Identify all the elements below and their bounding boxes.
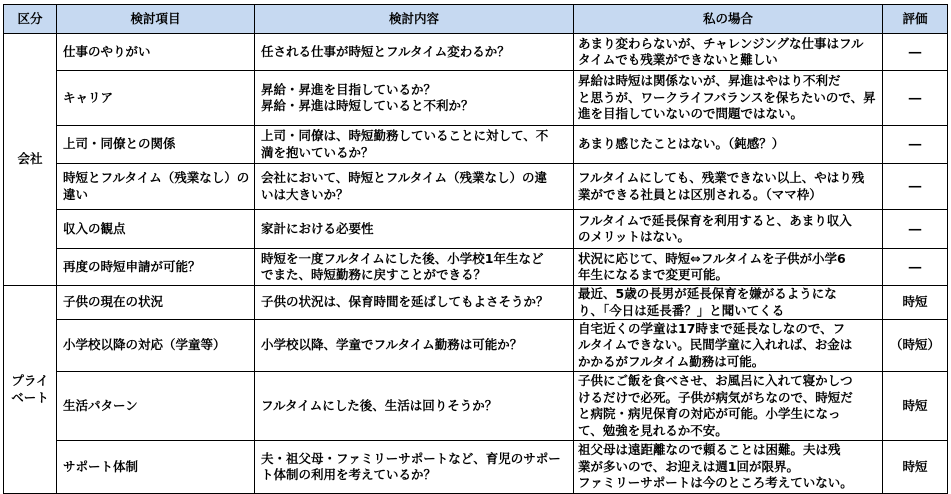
rating-cell: ― <box>883 34 948 71</box>
category-company-label: 会社 <box>17 151 43 167</box>
item-cell: 仕事のやりがい <box>57 34 255 71</box>
category-private-label: プライベート <box>11 373 49 405</box>
header-row <box>4 5 948 34</box>
item-cell: キャリア <box>57 71 255 126</box>
item-cell: サポート体制 <box>57 441 255 494</box>
content-cell: 子供の状況は、保育時間を延ばしてもよさそうか？ <box>255 286 574 320</box>
rating-cell: 時短 <box>883 286 948 320</box>
rating-cell: 時短 <box>883 441 948 494</box>
item-cell: 再度の時短申請が可能？ <box>57 249 255 286</box>
my-case-cell: フルタイムで延長保育を利用すると、あまり収入 のメリットはない。 <box>574 210 883 249</box>
item-cell: 生活パターン <box>57 372 255 441</box>
content-cell: 上司・同僚は、時短勤務していることに対して、不 満を抱いているか？ <box>255 126 574 164</box>
header-category: 区分 <box>4 5 57 34</box>
comparison-table <box>3 4 948 494</box>
my-case-cell: 自宅近くの学童は17時まで延長なしなので、フ ルタイムできない。民間学童に入れれば、お金は かかるがフルタイム勤務は可能。 <box>574 320 883 372</box>
table-row <box>4 34 948 71</box>
table-row <box>4 441 948 494</box>
content-cell: 昇給・昇進を目指しているか？ 昇給・昇進は時短していると不利か？ <box>255 71 574 126</box>
header-rating: 評価 <box>883 5 948 34</box>
rating-cell: ― <box>883 210 948 249</box>
content-cell: 家計における必要性 <box>255 210 574 249</box>
table-row <box>4 210 948 249</box>
item-cell: 小学校以降の対応（学童等） <box>57 320 255 372</box>
my-case-cell: 昇給は時短は関係ないが、昇進はやはり不利だ と思うが、ワークライフバランスを保ちたいので、昇 進を目指していないので問題ではない。 <box>574 71 883 126</box>
table-row <box>4 249 948 286</box>
rating-cell: 時短 <box>883 372 948 441</box>
header-content: 検討内容 <box>255 5 574 34</box>
table-row <box>4 286 948 320</box>
table-row <box>4 126 948 164</box>
header-my-case: 私の場合 <box>574 5 883 34</box>
content-cell: 会社において、時短とフルタイム（残業なし）の違 いは大きいか？ <box>255 164 574 210</box>
my-case-cell: あまり変わらないが、チャレンジングな仕事はフル タイムでも残業ができないと難しい <box>574 34 883 71</box>
my-case-cell: 最近、5歳の長男が延長保育を嫌がるようにな り、「今日は延長番？」と聞いてくる <box>574 286 883 320</box>
rating-cell: ― <box>883 126 948 164</box>
category-private-cell <box>4 286 57 494</box>
table-row <box>4 71 948 126</box>
item-cell: 収入の観点 <box>57 210 255 249</box>
my-case-cell: 状況に応じて、時短⇔フルタイムを子供が小学6 年生になるまで変更可能。 <box>574 249 883 286</box>
header-item: 検討項目 <box>57 5 255 34</box>
my-case-cell: フルタイムにしても、残業できない以上、やはり残 業ができる社員とは区別される。（ママ枠） <box>574 164 883 210</box>
content-cell: 小学校以降、学童でフルタイム勤務は可能か？ <box>255 320 574 372</box>
item-cell: 子供の現在の状況 <box>57 286 255 320</box>
rating-cell: ― <box>883 71 948 126</box>
content-cell: 時短を一度フルタイムにした後、小学校1年生など でまた、時短勤務に戻すことができる？ <box>255 249 574 286</box>
content-cell: フルタイムにした後、生活は回りそうか？ <box>255 372 574 441</box>
category-company-cell <box>4 34 57 286</box>
item-cell: 上司・同僚との関係 <box>57 126 255 164</box>
table-row <box>4 372 948 441</box>
my-case-cell: 祖父母は遠距離なので頼ることは困難。夫は残 業が多いので、お迎えは週1回が限界。 ファミリーサポートは今のところ考えていない。 <box>574 441 883 494</box>
my-case-cell: あまり感じたことはない。（鈍感？） <box>574 126 883 164</box>
table-row <box>4 164 948 210</box>
content-cell: 任される仕事が時短とフルタイム変わるか？ <box>255 34 574 71</box>
rating-cell: ― <box>883 249 948 286</box>
my-case-cell: 子供にご飯を食べさせ、お風呂に入れて寝かしつ けるだけで必死。子供が病気がちなので、時短だ と病院・病児保育の対応が可能。小学生になっ て、勉強を見れるか不安。 <box>574 372 883 441</box>
rating-cell: ― <box>883 164 948 210</box>
content-cell: 夫・祖父母・ファミリーサポートなど、育児のサポー ト体制の利用を考えているか？ <box>255 441 574 494</box>
item-cell: 時短とフルタイム（残業なし）の 違い <box>57 164 255 210</box>
table-row <box>4 320 948 372</box>
rating-cell: （時短） <box>883 320 948 372</box>
